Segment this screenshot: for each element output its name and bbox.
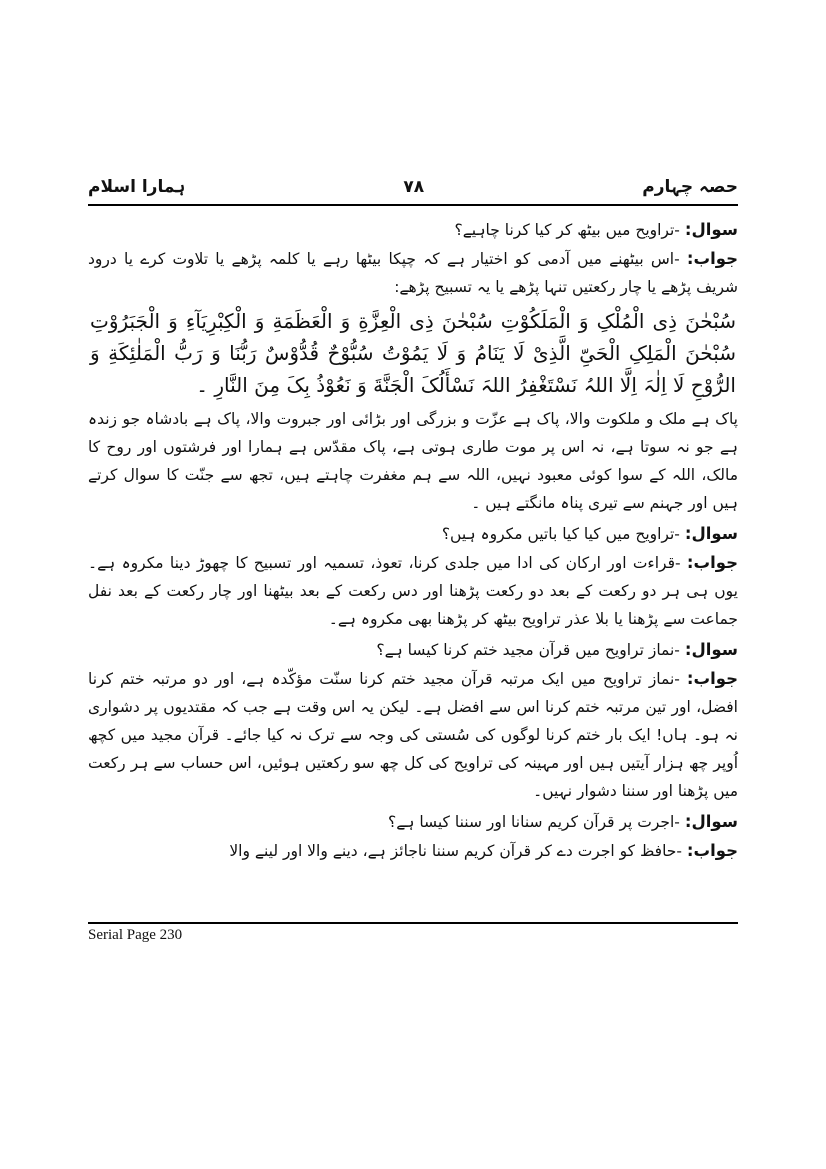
header-page-number: ۷۸ bbox=[403, 177, 425, 197]
page-content bbox=[88, 176, 738, 865]
serial-page-label: Serial Page 230 bbox=[88, 927, 183, 943]
qa-label: سوال: bbox=[684, 640, 738, 659]
qa-label: سوال: bbox=[684, 220, 738, 239]
block-text: -تراویح میں کیا کیا باتیں مکروہ ہیں؟ bbox=[441, 525, 680, 543]
block-text: -نماز تراویح میں ایک مرتبہ قرآن مجید ختم کرنا سنّت مؤکّدہ ہے، اور دو مرتبہ ختم کرنا افضل، اور تین مرتبہ ختم کرنا اس سے افضل ہے۔ لیکن یہ اس وقت ہے جب کہ مقتدیوں پر دشواری نہ ہو۔ ہاں! ایک بار ختم کرنا لوگوں کی سُستی کی وجہ سے ترک نہ کیا جائے۔ قرآن مجید میں کچھ اُوپر چھ ہزار آیتیں ہیں اور مہینہ کی تراویح کی کل چھ سو رکعتیں ہوئیں، اس حساب سے ہر رکعت میں پڑھنا اور سننا دشوار نہیں۔ bbox=[88, 670, 738, 800]
answer-paragraph bbox=[88, 549, 738, 633]
header-book-title: ہمارا اسلام bbox=[88, 177, 186, 197]
block-text: -حافظ کو اجرت دے کر قرآن کریم سننا ناجائز ہے، دینے والا اور لینے والا bbox=[229, 842, 682, 860]
block-text: سُبْحٰنَ ذِی الْمُلْکِ وَ الْمَلَکُوْتِ سُبْحٰنَ ذِی الْعِزَّةِ وَ الْعَظَمَةِ وَ الْکِبْرِیَآءِ وَ الْجَبَرُوْتِ سُبْحٰنَ الْمَلِکِ الْحَیِّ الَّذِیْ لَا یَنَامُ وَ لَا یَمُوْتُ سُبُّوْحٌ قُدُّوْسٌ رَبُّنَا وَ رَبُّ الْمَلٰئِکَةِ وَ الرُّوْحِ لَا اِلٰہَ اِلَّا اللہُ نَسْتَغْفِرُ اللہَ نَسْأَلُکَ الْجَنَّةَ وَ نَعُوْذُ بِکَ مِنَ النَّارِ ۔ bbox=[90, 309, 736, 397]
block-text: -قراءت اور ارکان کی ادا میں جلدی کرنا، تعوذ، تسمیہ اور تسبیح کا چھوڑ دینا مکروہ ہے۔ یوں ہی ہر دو رکعت کے بعد دو رکعت پڑھنا اور دس رکعت کے بعد بیٹھنا اور چار رکعت کے بعد نفل جماعت سے پڑھنا یا بلا عذر تراویح بیٹھ کر پڑھنا بھی مکروہ ہے۔ bbox=[88, 554, 738, 628]
page-body bbox=[88, 216, 738, 865]
answer-paragraph bbox=[88, 665, 738, 805]
qa-label: سوال: bbox=[684, 524, 738, 543]
block-text: -اس بیٹھنے میں آدمی کو اختیار ہے کہ چپکا بیٹھا رہے یا کلمہ پڑھے یا تلاوت کرے یا درود شریف پڑھے یا چار رکعتیں تنہا پڑھے یا یہ تسبیح پڑھے: bbox=[88, 250, 738, 296]
running-head bbox=[88, 176, 738, 204]
qa-label: سوال: bbox=[684, 812, 738, 831]
block-text: -تراویح میں بیٹھ کر کیا کرنا چاہیے؟ bbox=[454, 221, 680, 239]
arabic-quote-block bbox=[90, 305, 736, 401]
question-paragraph bbox=[88, 808, 738, 836]
question-paragraph bbox=[88, 216, 738, 244]
footer-divider bbox=[88, 922, 738, 924]
page-header bbox=[88, 176, 738, 206]
block-text: -اجرت پر قرآن کریم سنانا اور سننا کیسا ہے؟ bbox=[388, 813, 680, 831]
qa-label: جواب: bbox=[686, 249, 738, 268]
translation-paragraph bbox=[88, 405, 738, 517]
question-paragraph bbox=[88, 636, 738, 664]
header-divider bbox=[88, 204, 738, 206]
block-text: -نماز تراویح میں قرآن مجید ختم کرنا کیسا ہے؟ bbox=[376, 641, 680, 659]
qa-label: جواب: bbox=[686, 553, 738, 572]
qa-label: جواب: bbox=[686, 669, 738, 688]
answer-paragraph bbox=[88, 837, 738, 865]
page-footer bbox=[88, 922, 738, 944]
header-part-title: حصہ چہارم bbox=[642, 177, 738, 197]
qa-label: جواب: bbox=[686, 841, 738, 860]
block-text: پاک ہے ملک و ملکوت والا، پاک ہے عزّت و بزرگی اور بڑائی اور جبروت والا، پاک ہے بادشاہ جو زندہ ہے جو نہ سوتا ہے، نہ اس پر موت طاری ہوتی ہے، پاک مقدّس ہے ہمارا اور فرشتوں اور روح کا مالک، اللہ کے سوا کوئی معبود نہیں، اللہ سے ہم مغفرت چاہتے ہیں، تجھ سے جنّت کا سوال کرتے ہیں اور جہنم سے تیری پناہ مانگتے ہیں ۔ bbox=[88, 410, 738, 512]
answer-paragraph bbox=[88, 245, 738, 301]
question-paragraph bbox=[88, 520, 738, 548]
